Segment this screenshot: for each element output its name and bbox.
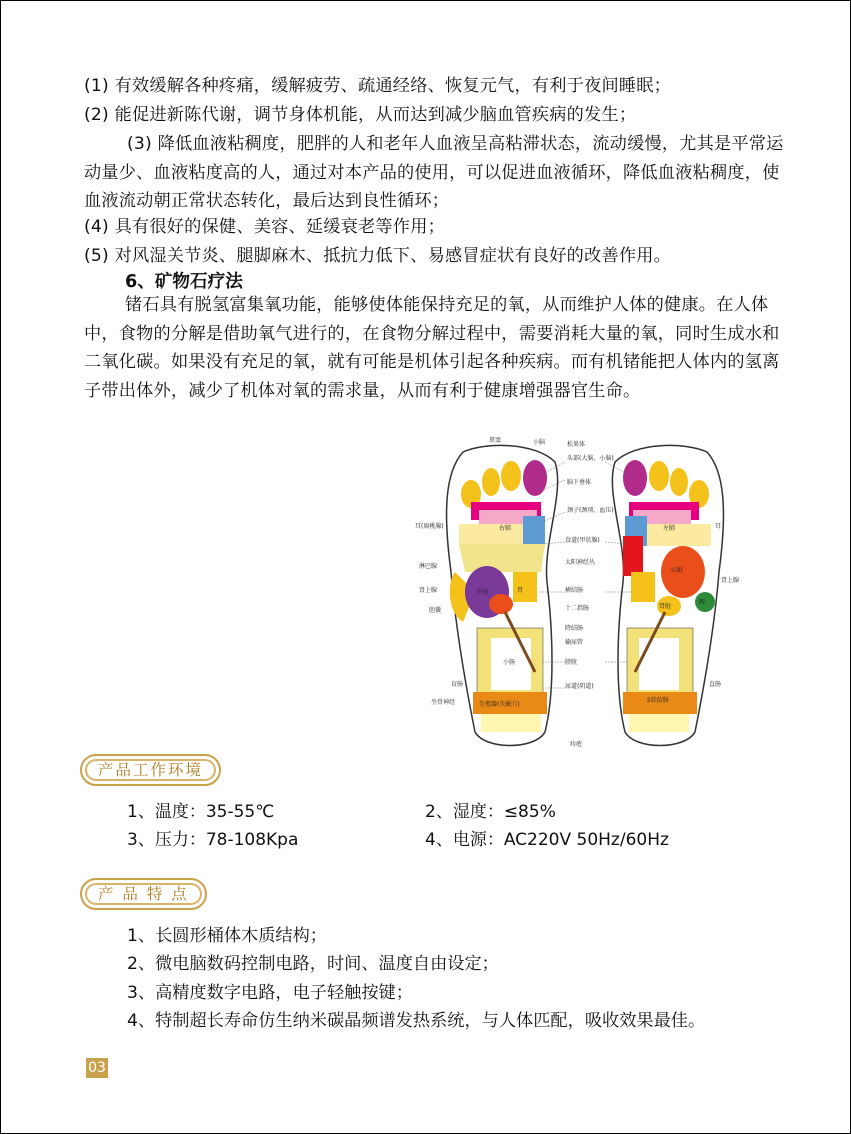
label-stomach: 胃: [517, 587, 524, 594]
environment-title: 产品工作环境: [98, 761, 204, 779]
label-left-lung: 左肺: [663, 525, 676, 532]
label-ureter: 输尿管: [565, 639, 584, 646]
label-right-lung: 右肺: [499, 525, 512, 532]
section-6-title: 6、矿物石疗法: [125, 272, 243, 292]
env-pressure: 3、压力：78-108Kpa: [127, 830, 299, 850]
label-sigmoid: S状结肠: [647, 697, 669, 704]
label-esophagus: 食道(甲状腺): [565, 537, 600, 544]
label-genital: 生殖器(失眠穴): [479, 701, 520, 708]
label-adrenal-right: 肾上腺: [721, 577, 740, 584]
label-spleen: 脾: [699, 599, 706, 606]
effect-3: (3) 降低血液粘稠度，肥胖的人和老年人血液呈高粘滞状态，流动缓慢，尤其是平常运动量少、血液粘度高的人，通过对本产品的使用，可以促进血液循环，降低血液粘稠度，使血液流动朝正常状态转化，最后达到良性循环；: [84, 134, 784, 212]
effect-1: (1) 有效缓解各种疼痛，缓解疲劳、疏通经络、恢复元气，有利于夜间睡眠；: [84, 76, 672, 96]
effect-2: (2) 能促进新陈代谢，调节身体机能，从而达到减少脑血管疾病的发生；: [84, 105, 637, 125]
label-solar-plexus: 太阳神经丛: [565, 559, 596, 566]
label-liver: 肝脏: [477, 589, 490, 596]
features-title: 产 品 特 点: [98, 885, 189, 903]
env-humidity: 2、湿度：≤85%: [425, 802, 556, 822]
label-ear-left: 耳(扁桃腺): [415, 523, 444, 530]
features-badge: [80, 878, 207, 910]
label-small-intestine: 小肠: [503, 659, 516, 666]
feature-4: 4、特制超长寿命仿生纳米碳晶频谱发热系统，与人体匹配，吸收效果最佳。: [127, 1011, 706, 1031]
label-lymph-left: 淋巴腺: [419, 563, 438, 570]
label-gallbladder: 胆囊: [429, 607, 442, 614]
feature-2: 2、微电脑数码控制电路，时间、温度自由设定；: [127, 954, 499, 974]
label-descending-colon: 降结肠: [565, 625, 584, 632]
label-appendix: 盲肠: [451, 681, 464, 688]
label-kidney: 肾脏: [659, 603, 672, 610]
label-neck: 颈子(颈项、血压): [567, 507, 614, 514]
effect-5: (5) 对风湿关节炎、腿脚麻木、抵抗力低下、易感冒症状有良好的改善作用。: [84, 246, 672, 266]
label-cerebellum: 小脑: [533, 439, 546, 446]
env-temperature: 1、温度：35-55℃: [127, 802, 275, 822]
label-bladder: 膀胱: [565, 659, 578, 666]
label-pituitary: 脑下垂体: [567, 479, 592, 486]
label-hemorrhoid: 痔疮: [570, 741, 583, 748]
environment-badge: [80, 754, 221, 786]
section-6-body: 锗石具有脱氢富集氧功能，能够使体能保持充足的氧，从而维护人体的健康。在人体中，食物的分解是借助氧气进行的，在食物分解过程中，需要消耗大量的氧，同时生成水和二氧化碳。如果没有充足的氧，就有可能是机体引起各种疾病。而有机锗能把人体内的氢离子带出体外，减少了机体对氧的需求量，从而有利于健康增强器官生命。: [84, 295, 780, 401]
feature-3: 3、高精度数字电路，电子轻触按键；: [127, 983, 413, 1003]
label-sciatic: 坐骨神经: [431, 699, 456, 706]
feature-1: 1、长圆形桶体木质结构；: [127, 926, 327, 946]
label-duodenum: 十二指肠: [565, 605, 590, 612]
label-sinus: 鼻窦: [489, 437, 502, 444]
label-pineal: 松果体: [567, 441, 586, 448]
label-rectum: 直肠: [709, 681, 722, 688]
label-head: 头部(大脑、小脑): [567, 455, 614, 462]
label-heart: 心脏: [671, 567, 684, 574]
env-power: 4、电源：AC220V 50Hz/60Hz: [425, 830, 669, 850]
label-adrenal-left: 肾上腺: [419, 587, 438, 594]
foot-reflexology-chart: [415, 432, 755, 752]
page-number: 03: [86, 1058, 108, 1078]
effect-4: (4) 具有很好的保健、美容、延缓衰老等作用；: [84, 217, 445, 237]
label-transverse-colon: 横结肠: [565, 587, 584, 594]
label-ear-right: 耳: [715, 523, 722, 530]
label-urethra: 尿道(阴道): [565, 683, 594, 690]
